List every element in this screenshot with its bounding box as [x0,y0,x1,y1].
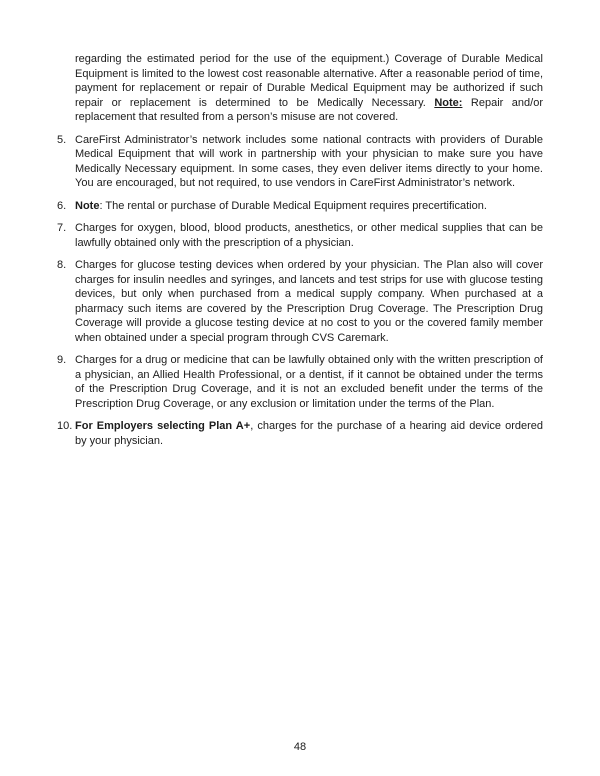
list-item-10 [57,419,543,448]
list-item-7 [57,221,543,250]
list-item-text: For Employers selecting Plan A+, charges for the purchase of a hearing aid device ordered by your physician. [75,420,543,447]
list-item-number: 7. [57,222,67,234]
list-item-text: Charges for a drug or medicine that can be lawfully obtained only with the written prescription of a physician, an Allied Health Professional, or a dentist, if it cannot be obtained under the terms of the Prescription Drug Coverage, and it is not an excluded benefit under the terms of the Prescription Drug Coverage, or any exclusion or limitation under the terms of the Plan. [75,354,543,410]
list-item-9 [57,353,543,411]
intro-note-label: Note: [434,96,463,109]
intro-paragraph [75,52,543,125]
list-item-6 [57,199,543,214]
list-item-text: Note: The rental or purchase of Durable Medical Equipment requires precertification. [75,199,487,212]
list-item-number: 6. [57,199,67,212]
list-item-number: 9. [57,354,67,366]
list-item-text: Charges for oxygen, blood, blood products, anesthetics, or other medical supplies that can be lawfully obtained only with the prescription of a physician. [75,222,543,249]
intro-text-before-note: regarding the estimated period for the use of the equipment.) Coverage of Durable Medical Equipment is limited to the lowest cost reasonable alternative. After a reasonable period of time, payment for replacement or repair of Durable Medical Equipment may be authorized if such repair or replacement is determined to be Medically Necessary. [75,53,543,109]
page-number: 48 [293,741,307,753]
list-item-bold-prefix: For Employers selecting Plan A+ [75,420,251,432]
intro-text-after-note: Repair and/or replacement that resulted from a person’s misuse are not covered. [75,96,544,123]
list-item-number: 5. [57,133,67,146]
list-item-text: CareFirst Administrator’s network includes some national contracts with providers of Durable Medical Equipment that will work in partnership with your physician to make sure you have Medically Necessary equipment. In some cases, they even deliver items directly to your home. You are encouraged, but not required, to use vendors in CareFirst Administrator’s network. [75,133,543,189]
list-item-number: 8. [57,259,67,271]
list-item-number: 10. [57,420,73,432]
list-item-5 [57,133,543,191]
list-item-8 [57,258,543,345]
list-item-bold-prefix: Note [75,199,100,212]
list-item-text: Charges for glucose testing devices when ordered by your physician. The Plan also will cover charges for insulin needles and syringes, and lancets and test strips for use with glucose testing devices, but only when purchased from a medical supply company. When purchased at a pharmacy such items are covered by the Prescription Drug Coverage. The Prescription Drug Coverage will provide a glucose testing device at no cost to you or the covered family member when obtained under a special program through CVS Caremark. [75,259,543,344]
numbered-list [57,133,543,449]
